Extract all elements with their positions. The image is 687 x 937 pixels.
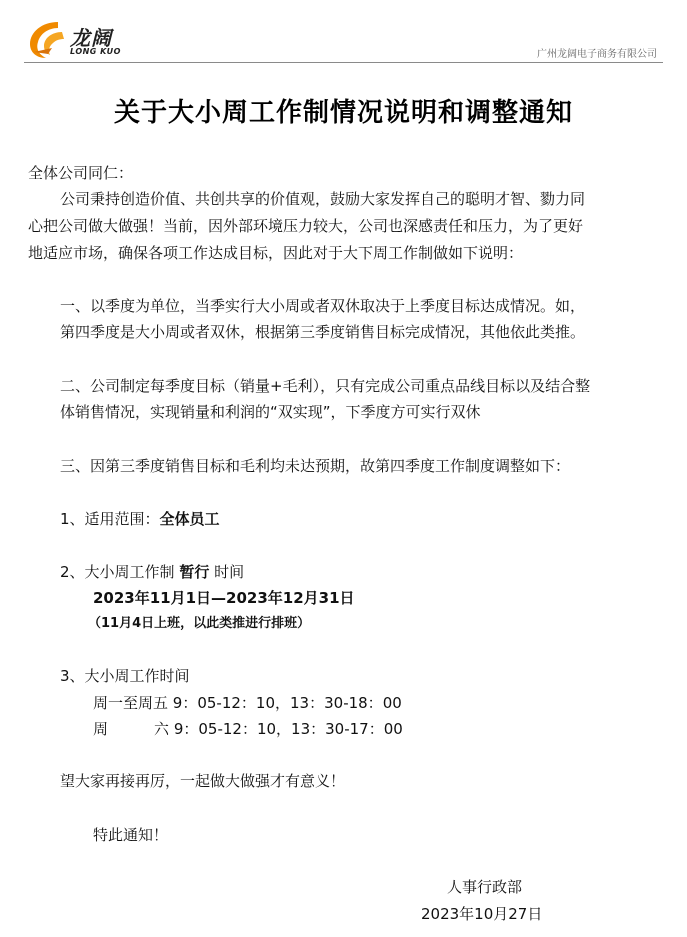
saturday-label-2: 六 xyxy=(154,720,170,738)
item-2-suffix: 时间 xyxy=(214,563,245,581)
notice-line: 特此通知！ xyxy=(93,826,169,844)
intro-line-2: 心把公司做大做强！当前，因外部环境压力较大，公司也深感责任和压力，为了更好 xyxy=(28,217,584,235)
logo-english-text: LONG KUO xyxy=(70,47,121,56)
item-2-date-range: 2023年11月1日—2023年12月31日 xyxy=(93,589,355,607)
weekday-time: 9：05-12：10，13：30-18：00 xyxy=(172,694,402,712)
document-title: 关于大小周工作制情况说明和调整通知 xyxy=(113,98,573,128)
company-name: 广州龙阔电子商务有限公司 xyxy=(537,49,657,60)
point-2-line-1: 二、公司制定每季度目标（销量+毛利），只有完成公司重点品线目标以及结合整 xyxy=(60,377,591,395)
logo-chinese-text: 龙阔 xyxy=(70,26,112,50)
weekday-schedule xyxy=(93,693,402,713)
item-1-value: 全体员工 xyxy=(159,510,220,528)
weekday-label: 周一至周五 xyxy=(93,694,169,712)
closing-line: 望大家再接再厉，一起做大做强才有意义！ xyxy=(60,772,346,790)
point-3: 三、因第三季度销售目标和毛利均未达预期，故第四季度工作制度调整如下： xyxy=(60,457,571,475)
saturday-schedule xyxy=(93,719,403,739)
point-2-line-2: 体销售情况，实现销量和利润的“双实现”，下季度方可实行双休 xyxy=(60,403,481,421)
logo-mark-icon xyxy=(24,18,70,62)
company-logo xyxy=(24,18,134,62)
signature-department: 人事行政部 xyxy=(447,878,523,896)
item-1-label: 1、适用范围： xyxy=(60,510,160,528)
signature-date: 2023年10月27日 xyxy=(421,905,543,923)
item-2-bold: 暂行 xyxy=(179,563,210,581)
item-3-label: 3、大小周工作时间 xyxy=(60,667,190,685)
intro-line-3: 地适应市场，确保各项工作达成目标，因此对于大下周工作制做如下说明： xyxy=(28,244,524,262)
point-1-line-2: 第四季度是大小周或者双休，根据第三季度销售目标完成情况，其他依此类推。 xyxy=(60,323,586,341)
point-1-line-1: 一、以季度为单位，当季实行大小周或者双休取决于上季度目标达成情况。如， xyxy=(60,297,586,315)
header-divider xyxy=(24,62,663,63)
salutation: 全体公司同仁： xyxy=(28,164,134,182)
item-2 xyxy=(60,562,244,582)
intro-line-1: 公司秉持创造价值、共创共享的价值观，鼓励大家发挥自己的聪明才智、勠力同 xyxy=(60,190,586,208)
item-2-note: （11月4日上班，以此类推进行排班） xyxy=(88,616,311,631)
item-2-label: 2、大小周工作制 xyxy=(60,563,175,581)
saturday-time: 9：05-12：10，13：30-17：00 xyxy=(173,720,403,738)
item-1 xyxy=(60,509,220,529)
saturday-label-1: 周 xyxy=(93,720,109,738)
